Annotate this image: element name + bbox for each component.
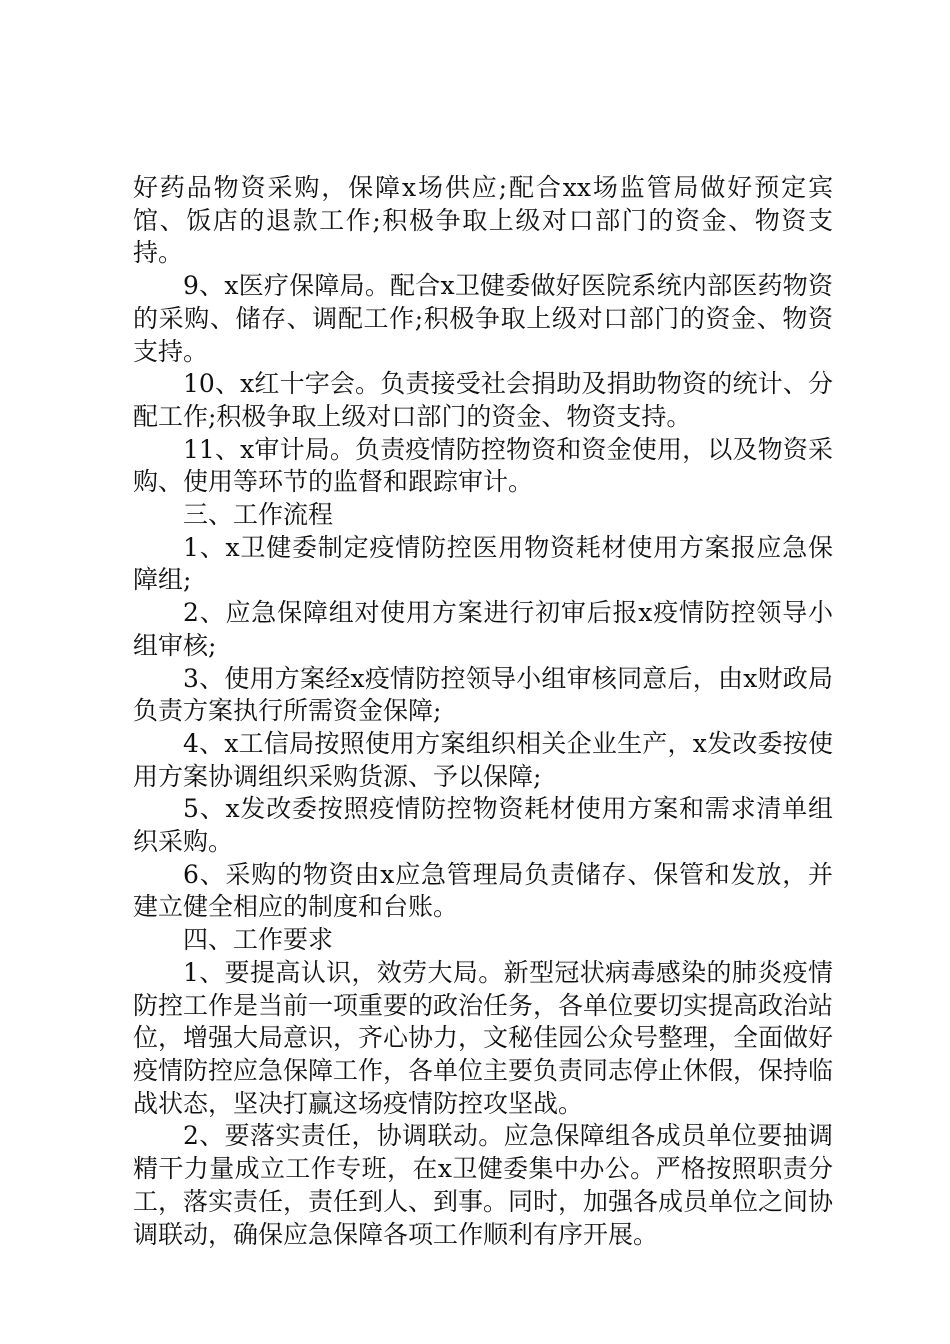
- workflow-step-2: 2、应急保障组对使用方案进行初审后报x疫情防控领导小组审核;: [133, 598, 833, 660]
- paragraph-procurement-continued: 好药品物资采购，保障x场供应;配合xx场监管局做好预定宾馆、饭店的退款工作;积极争取上级对口部门的资金、物资支持。: [133, 173, 833, 268]
- paragraph-medical-security-bureau: 9、x医疗保障局。配合x卫健委做好医院系统内部医药物资的采购、储存、调配工作;积极争取上级对口部门的资金、物资支持。: [133, 271, 833, 366]
- workflow-step-4: 4、x工信局按照使用方案组织相关企业生产，x发改委按使用方案协调组织采购货源、予以保障;: [133, 728, 833, 791]
- workflow-step-6: 6、采购的物资由x应急管理局负责储存、保管和发放，并建立健全相应的制度和台账。: [133, 859, 833, 922]
- workflow-step-3: 3、使用方案经x疫情防控领导小组审核同意后，由x财政局负责方案执行所需资金保障;: [133, 663, 833, 726]
- document-body: [133, 172, 833, 1251]
- paragraph-audit-bureau: 11、x审计局。负责疫情防控物资和资金使用，以及物资采购、使用等环节的监督和跟踪审计。: [133, 434, 833, 497]
- requirement-1: 1、要提高认识，效劳大局。新型冠状病毒感染的肺炎疫情防控工作是当前一项重要的政治任务，各单位要切实提高政治站位，增强大局意识，齐心协力，文秘佳园公众号整理，全面做好疫情防控应急保障工作，各单位主要负责同志停止休假，保持临战状态，坚决打赢这场疫情防控攻坚战。: [133, 957, 834, 1118]
- paragraph-red-cross: 10、x红十字会。负责接受社会捐助及捐助物资的统计、分配工作;积极争取上级对口部门的资金、物资支持。: [133, 369, 833, 431]
- section-heading-requirements: 四、工作要求: [183, 925, 334, 955]
- workflow-step-1: 1、x卫健委制定疫情防控医用物资耗材使用方案报应急保障组;: [133, 532, 833, 595]
- workflow-step-5: 5、x发改委按照疫情防控物资耗材使用方案和需求清单组织采购。: [133, 794, 833, 857]
- requirement-2: 2、要落实责任，协调联动。应急保障组各成员单位要抽调精干力量成立工作专班，在x卫健委集中办公。严格按照职责分工，落实责任，责任到人、到事。同时，加强各成员单位之间协调联动，确保应急保障各项工作顺利有序开展。: [133, 1121, 834, 1249]
- section-heading-workflow: 三、工作流程: [183, 500, 334, 530]
